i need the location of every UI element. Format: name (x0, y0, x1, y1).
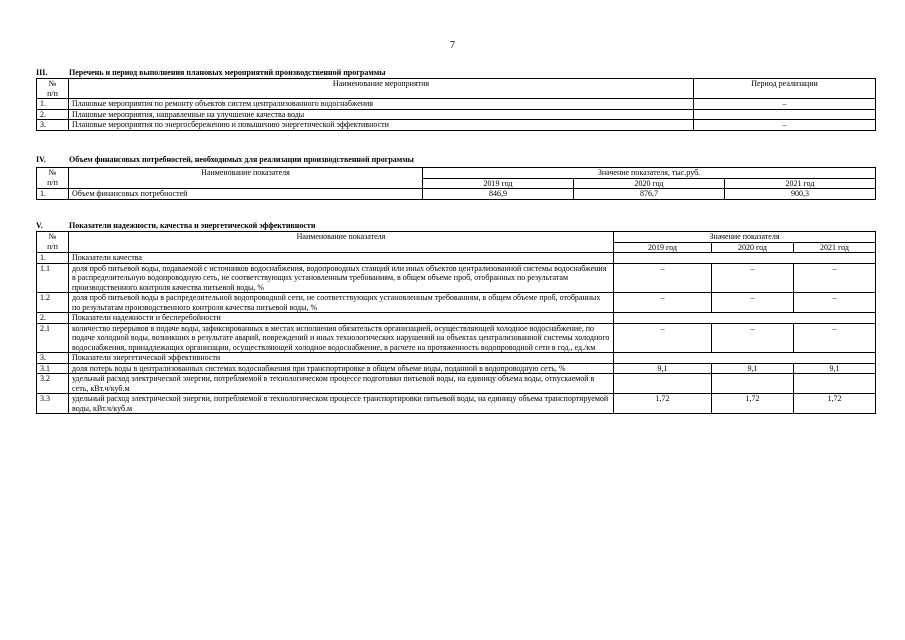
row-no: 3. (37, 353, 69, 364)
header-no (37, 79, 69, 99)
row-no: 3.1 (37, 363, 69, 374)
section-5-title: Показатели надежности, качества и энергетической эффективности (69, 221, 316, 230)
header-indicator-name: Наименование показателя (69, 168, 423, 189)
table-header-row (37, 168, 876, 179)
header-year-2020: 2020 год (712, 242, 794, 253)
section-4-heading (36, 155, 414, 164)
header-period: Период реализации (694, 79, 876, 99)
page-number: 7 (450, 40, 455, 51)
value-2021: 900,3 (725, 189, 876, 200)
value-2021: – (794, 323, 876, 353)
row-name: Плановые мероприятия, направленные на улучшение качества воды (69, 109, 694, 120)
table-row (37, 263, 876, 293)
row-no: 2. (37, 313, 69, 324)
section-5-heading (36, 221, 315, 230)
group-name: Показатели надежности и бесперебойности (69, 313, 614, 324)
row-no: 1. (37, 189, 69, 200)
row-name: Объем финансовых потребностей (69, 189, 423, 200)
section-4-number: IV. (36, 155, 46, 164)
value-2020: 1,72 (712, 394, 794, 414)
row-name: Плановые мероприятия по ремонту объектов систем централизованного водоснабжения (69, 99, 694, 110)
table-header-row (37, 79, 876, 99)
row-no: 2.1 (37, 323, 69, 353)
group-empty-cell (614, 313, 876, 324)
row-no: 2. (37, 109, 69, 120)
table-group-row (37, 353, 876, 364)
section-4-table (36, 167, 876, 200)
header-event-name: Наименование мероприятия (69, 79, 694, 99)
table-group-row (37, 313, 876, 324)
section-3-table (36, 78, 876, 131)
value-2019: – (614, 293, 712, 313)
group-name: Показатели качества (69, 253, 614, 264)
header-pp: п/п (47, 177, 58, 187)
header-no (37, 168, 69, 189)
header-no-sign: № (48, 79, 57, 88)
row-name: доля проб питьевой воды в распределительной водопроводной сети, не соответствующих установленным требованиям, в общем объеме проб, отобранных по результатам производственного контроля качества питьевой воды, % (69, 293, 614, 313)
header-indicator-name: Наименование показателя (69, 232, 614, 253)
value-2019: – (614, 323, 712, 353)
table-group-row (37, 253, 876, 264)
group-name: Показатели энергетической эффективности (69, 353, 614, 364)
row-name: доля проб питьевой воды, подаваемой с источников водоснабжения, водопроводных станций или иных объектов централизованной системы водоснабжения в распределительную водопроводную сеть, не соответствующих установленным требованиям, в общем объеме проб, отобранных по результатам производственного контроля качества питьевой воды, % (69, 263, 614, 293)
row-period: – (694, 99, 876, 110)
header-pp: п/п (47, 241, 58, 251)
section-3-number: III. (36, 68, 48, 77)
row-no: 1. (37, 253, 69, 264)
value-2020: 9,1 (712, 363, 794, 374)
value-2021: – (794, 293, 876, 313)
section-4-title: Объем финансовых потребностей, необходимых для реализации производственной программы (69, 155, 414, 164)
section-5-table (36, 231, 876, 414)
value-2021: – (794, 263, 876, 293)
table-row (37, 363, 876, 374)
value-2020 (712, 374, 794, 394)
group-empty-cell (614, 253, 876, 264)
row-period: – (694, 120, 876, 131)
row-no: 1.2 (37, 293, 69, 313)
header-no (37, 232, 69, 253)
table-row (37, 323, 876, 353)
header-year-2019: 2019 год (614, 242, 712, 253)
row-name: доля потерь воды в централизованных системах водоснабжения при транспортировке в общем объеме воды, поданной в водопроводную сеть, % (69, 363, 614, 374)
table-header-row (37, 232, 876, 243)
header-no-sign: № (48, 168, 57, 177)
table-row (37, 293, 876, 313)
header-value: Значение показателя, тыс.руб. (423, 168, 876, 179)
header-no-sign: № (48, 232, 57, 241)
value-2021: 1,72 (794, 394, 876, 414)
value-2019: – (614, 263, 712, 293)
row-name: количество перерывов в подаче воды, зафиксированных в местах исполнения обязательств организацией, осуществляющей холодное водоснабжение, по подаче холодной воды, возникших в результате аварий, повреждений и иных технологических нарушений на объектах централизованной системы холодного водоснабжения, принадлежащих организации, осуществляющей холодное водоснабжение, в расчете на протяженность водопроводной сети в год., ед./км (69, 323, 614, 353)
value-2020: – (712, 323, 794, 353)
header-pp: п/п (47, 88, 58, 98)
header-year-2020: 2020 год (574, 178, 725, 189)
value-2020: – (712, 263, 794, 293)
row-no: 3. (37, 120, 69, 131)
table-row (37, 120, 876, 131)
section-3-title: Перечень и период выполнения плановых мероприятий производственной программы (69, 68, 386, 77)
group-empty-cell (614, 353, 876, 364)
table-row (37, 374, 876, 394)
section-3-heading (36, 68, 385, 77)
row-no: 3.2 (37, 374, 69, 394)
value-2020: – (712, 293, 794, 313)
value-2019: 9,1 (614, 363, 712, 374)
header-year-2021: 2021 год (725, 178, 876, 189)
value-2020: 876,7 (574, 189, 725, 200)
table-row (37, 99, 876, 110)
row-name: удельный расход электрической энергии, потребляемой в технологическом процессе подготовки питьевой воды, на единицу объема воды, отпускаемой в сеть, кВт.ч/куб.м (69, 374, 614, 394)
value-2021: 9,1 (794, 363, 876, 374)
row-name: Плановые мероприятия по энергосбережению и повышению энергетической эффективности (69, 120, 694, 131)
table-row (37, 394, 876, 414)
row-no: 3.3 (37, 394, 69, 414)
row-no: 1. (37, 99, 69, 110)
value-2019 (614, 374, 712, 394)
row-no: 1.1 (37, 263, 69, 293)
section-5-number: V. (36, 221, 43, 230)
header-value: Значение показателя (614, 232, 876, 243)
row-period (694, 109, 876, 120)
row-name: удельный расход электрической энергии, потребляемой в технологическом процессе транспортировки питьевой воды, на единицу объема транспортируемой воды, кВт.ч/куб.м (69, 394, 614, 414)
header-year-2021: 2021 год (794, 242, 876, 253)
value-2019: 1,72 (614, 394, 712, 414)
value-2019: 846,9 (423, 189, 574, 200)
value-2021 (794, 374, 876, 394)
table-row (37, 189, 876, 200)
table-row (37, 109, 876, 120)
header-year-2019: 2019 год (423, 178, 574, 189)
